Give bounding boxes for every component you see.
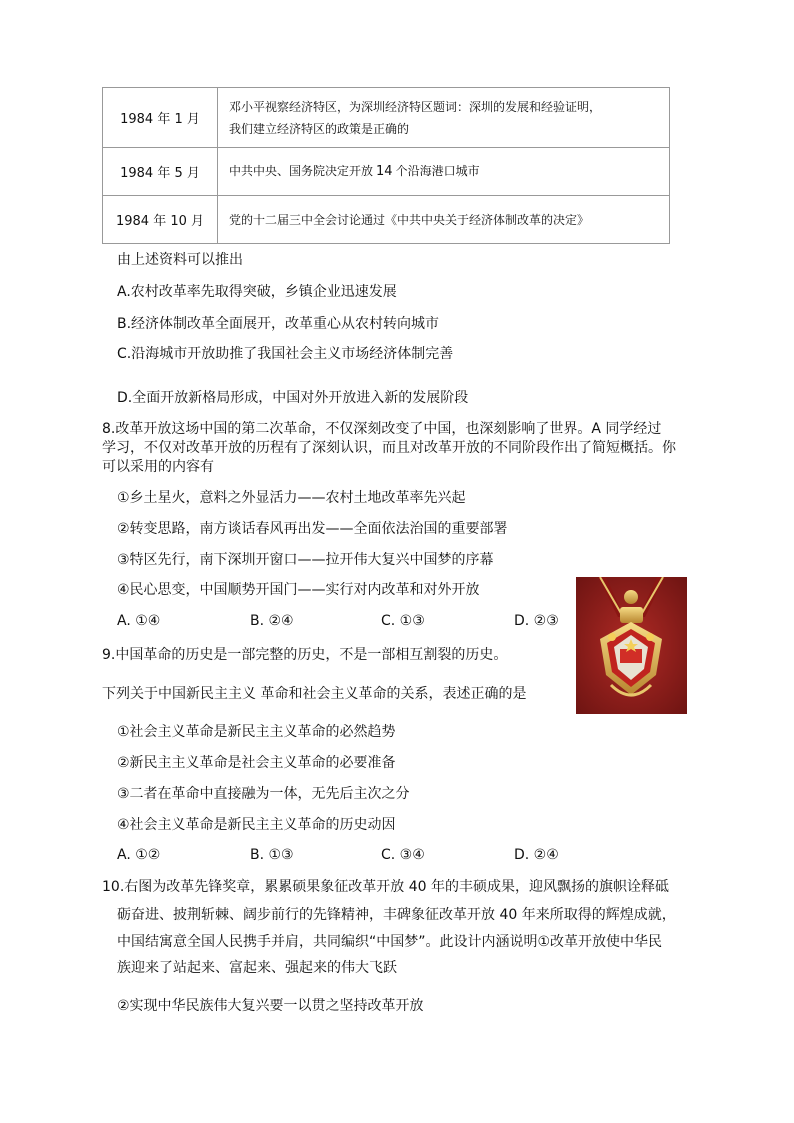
- q9-choice-d: D. ②④: [514, 847, 559, 863]
- table-event-cell: [218, 88, 670, 148]
- table-event-cell: [218, 148, 670, 196]
- q9-choice-c: C. ③④: [381, 847, 425, 863]
- q9-item: ①社会主义革命是新民主主义革命的必然趋势: [117, 724, 396, 740]
- table-date-cell: 1984 年 10 月: [103, 196, 218, 244]
- event-text-line: 邓小平视察经济特区，为深圳经济特区题词：深圳的发展和经验证明，: [229, 99, 602, 114]
- q9-item: ③二者在革命中直接融为一体，无先后主次之分: [117, 786, 410, 802]
- q9-item: ④社会主义革命是新民主主义革命的历史动因: [117, 817, 396, 833]
- q8-choice-b: B. ②④: [250, 613, 294, 629]
- q8-stem-line: 8.改革开放这场中国的第二次革命，不仅深刻改变了中国，也深刻影响了世界。A 同学经过: [102, 421, 662, 437]
- event-text-line: 我们建立经济特区的政策是正确的: [229, 121, 410, 136]
- medal-illustration: [576, 577, 687, 714]
- q9-choice-b: B. ①③: [250, 847, 294, 863]
- q10-stem-line: 族迎来了站起来、富起来、强起来的伟大飞跃: [117, 960, 397, 976]
- q8-stem-line: 可以采用的内容有: [102, 459, 214, 475]
- event-text: 个沿海港口城市: [395, 164, 480, 178]
- q8-item: ②转变思路，南方谈话春风再出发——全面依法治国的重要部署: [117, 521, 508, 537]
- event-text: 中共中央、国务院决定开放: [229, 164, 374, 178]
- reform-pioneer-medal-image: [576, 577, 687, 714]
- q8-item: ④民心思变，中国顺势开国门——实行对内改革和对外开放: [117, 582, 480, 598]
- q8-stem-line: 学习，不仅对改革开放的历程有了深刻认识，而且对改革开放的不同阶段作出了简短概括。你: [102, 440, 676, 456]
- q7-option-d: D.全面开放新格局形成，中国对外开放进入新的发展阶段: [117, 390, 469, 406]
- q10-stem-line: 10.右图为改革先锋奖章，累累硕果象征改革开放 40 年的丰硕成果，迎风飘扬的旗帜诠释砥: [102, 879, 669, 895]
- q8-choices: [117, 611, 577, 631]
- q7-option-b: B.经济体制改革全面展开，改革重心从农村转向城市: [117, 316, 440, 332]
- timeline-table: [102, 87, 670, 244]
- q7-option-a: A.农村改革率先取得突破，乡镇企业迅速发展: [117, 284, 397, 300]
- table-row: [103, 148, 670, 196]
- q8-choice-c: C. ①③: [381, 613, 425, 629]
- q8-item: ③特区先行，南下深圳开窗口——拉开伟大复兴中国梦的序幕: [117, 552, 494, 568]
- table-row: [103, 196, 670, 244]
- table-date-cell: 1984 年 5 月: [103, 148, 218, 196]
- q7-stem: 由上述资料可以推出: [117, 252, 243, 268]
- q9-choice-a: A. ①②: [117, 847, 161, 863]
- table-row: [103, 88, 670, 148]
- q9-stem-line: 9.中国革命的历史是一部完整的历史，不是一部相互割裂的历史。: [102, 647, 508, 663]
- event-number: 14: [376, 164, 393, 179]
- q7-option-c: C.沿海城市开放助推了我国社会主义市场经济体制完善: [117, 346, 454, 362]
- q9-choices: [117, 845, 577, 865]
- q8-choice-d: D. ②③: [514, 613, 559, 629]
- q10-stem-line: 砺奋进、披荆斩棘、阔步前行的先锋精神，丰碑象征改革开放 40 年来所取得的辉煌成就，: [117, 907, 676, 923]
- table-date-cell: 1984 年 1 月: [103, 88, 218, 148]
- q9-stem-line: 下列关于中国新民主主义 革命和社会主义革命的关系，表述正确的是: [102, 686, 527, 702]
- q10-item: ②实现中华民族伟大复兴要一以贯之坚持改革开放: [117, 998, 424, 1014]
- q9-item: ②新民主主义革命是社会主义革命的必要准备: [117, 755, 396, 771]
- table-event-cell: 党的十二届三中全会讨论通过《中共中央关于经济体制改革的决定》: [218, 196, 670, 244]
- q8-choice-a: A. ①④: [117, 613, 161, 629]
- q8-item: ①乡土星火，意料之外显活力——农村土地改革率先兴起: [117, 490, 466, 506]
- q10-stem-line: 中国结寓意全国人民携手并肩，共同编织“中国梦”。此设计内涵说明①改革开放使中华民: [117, 934, 663, 950]
